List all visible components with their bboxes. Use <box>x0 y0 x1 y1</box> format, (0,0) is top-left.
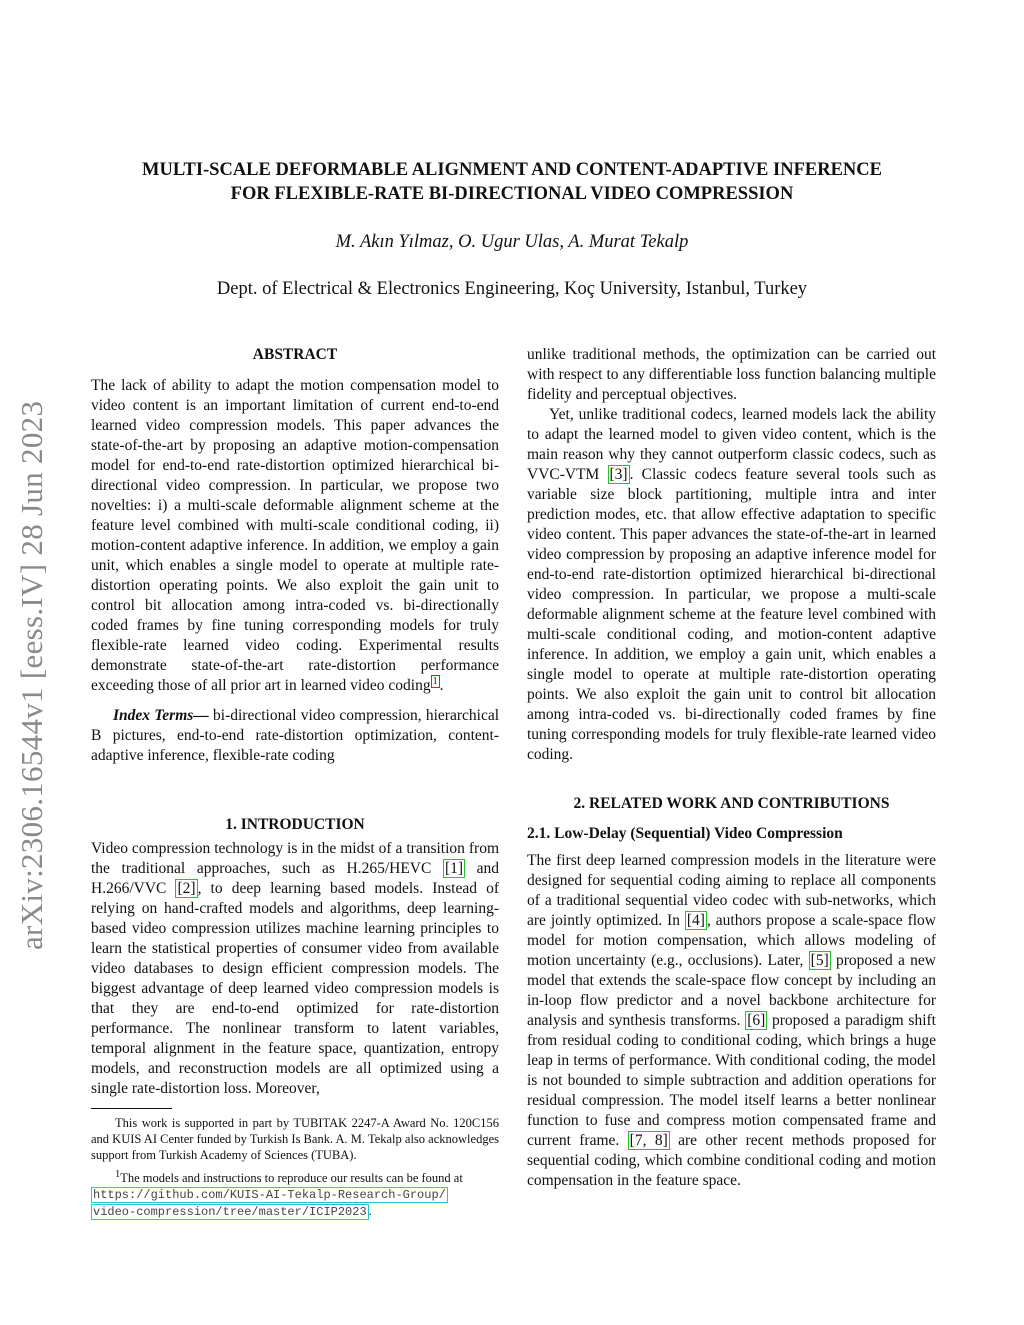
rw-text-4: proposed a paradigm shift from residual coding to conditional coding, which brings a huge leap in terms of performance. With conditional coding, the model is not bounded to simple subtraction and addition operations for residual compression. The model itself learns a better nonlinear function to fuse and compress motion compensated frame and current frame. <box>527 1012 936 1149</box>
citation-5[interactable]: [5] <box>810 952 829 969</box>
intro-text-2: and H.266/VVC <box>91 860 499 897</box>
citation-7-8[interactable]: [7, 8] <box>629 1132 668 1149</box>
index-terms <box>91 706 499 766</box>
footnote-code-text: The models and instructions to reproduce our results can be found at <box>120 1171 463 1186</box>
paper-title <box>0 158 1024 206</box>
footnote-support: This work is supported in part by TUBITAK 2247-A Award No. 120C156 and KUIS AI Center funded by Turkish Is Bank. A. M. Tekalp also acknowledges support from Turkish Academy of Sciences (TUBA). <box>91 1116 499 1162</box>
citation-6[interactable]: [6] <box>747 1012 766 1029</box>
rw-text-1: The first deep learned compression models in the literature were designed for sequential coding aiming to replace all components of a traditional sequential video codec with sub-networks, which are jointly optimized. In <box>527 852 936 929</box>
related-work-paragraph <box>527 851 936 1191</box>
footnote-code <box>91 1167 499 1186</box>
intro-text-3: , to deep learning based models. Instead of relying on hand-crafted models and algorithms, deep learning-based video compression utilizes machine learning principles to learn the statistical properties of consumer video from available video databases to design efficient compression models. The biggest advantage of deep learned video compression models is that they are end-to-end optimized for rate-distortion performance. The nonlinear transform to latent variables, temporal alignment in the feature space, quantization, entropy models, and reconstruction models are all optimized using a single rate-distortion loss. Moreover, <box>91 880 499 1097</box>
footnote-url-line-2 <box>91 1203 499 1220</box>
left-column <box>91 345 499 766</box>
abstract-body <box>91 376 499 696</box>
rw-text-3: proposed a new model that extends the scale-space flow concept by including an in-loop flow predictor and a novel backbone architecture for analysis and synthesis transforms. <box>527 952 936 1029</box>
right-column <box>527 345 936 765</box>
index-terms-label: Index Terms— <box>113 707 209 724</box>
rw-text-5: are other recent methods proposed for sequential coding, which combine conditional coding and motion compensation in the feature space. <box>527 1132 937 1189</box>
citation-3[interactable]: [3] <box>609 466 628 483</box>
footnote-link-1[interactable]: 1 <box>432 675 438 687</box>
authors: M. Akın Yılmaz, O. Ugur Ulas, A. Murat Tekalp <box>335 232 689 252</box>
index-terms-text: bi-directional video compression, hierarchical B pictures, end-to-end rate-distortion optimization, content-adaptive inference, flexible-rate coding <box>91 707 500 764</box>
arxiv-stamp: arXiv:2306.16544v1 [eess.IV] 28 Jun 2023 <box>14 400 49 950</box>
footnote-mark: 1 <box>115 1169 121 1180</box>
abstract-heading: ABSTRACT <box>252 346 338 363</box>
repo-link-part-1[interactable]: https://github.com/KUIS-AI-Tekalp-Research-Group/ <box>93 1188 446 1203</box>
repo-link-part-2[interactable]: video-compression/tree/master/ICIP2023 <box>93 1205 367 1220</box>
intro-text-1: Video compression technology is in the midst of a transition from the traditional approaches, such as H.265/HEVC <box>91 840 499 877</box>
citation-2[interactable]: [2] <box>177 880 196 897</box>
abstract-text: The lack of ability to adapt the motion compensation model to video content is an important limitation of current end-to-end learned video compression models. This paper advances the state-of-the-art by proposing an adaptive motion-compensation model for end-to-end rate-distortion optimized hierarchical bi-directional video compression. In particular, we propose two novelties: i) a multi-scale deformable alignment scheme at the feature level combined with multi-scale conditional coding, ii) motion-content adaptive inference. In addition, we employ a gain unit, which enables a single model to operate at multiple rate-distortion operating points. We also exploit the gain unit to control bit allocation among intra-coded vs. bi-directionally coded frames by fine tuning corresponding models for truly flexible-rate learned video coding. Experimental results demonstrate state-of-the-art rate-distortion performance exceeding those of all prior art in learned video coding <box>91 377 499 694</box>
footnote-rule <box>91 1108 172 1109</box>
abstract-end: . <box>439 677 444 694</box>
footnote-end: . <box>368 1204 372 1219</box>
intro-section <box>91 815 499 1099</box>
related-work-heading: 2. RELATED WORK AND CONTRIBUTIONS <box>573 795 890 812</box>
subsection-2-1-heading: 2.1. Low-Delay (Sequential) Video Compression <box>527 825 843 842</box>
affiliation: Dept. of Electrical & Electronics Engineering, Koç University, Istanbul, Turkey <box>216 279 808 299</box>
intro-heading: 1. INTRODUCTION <box>225 816 365 833</box>
right-p2-text-a: Yet, unlike traditional codecs, learned models lack the ability to adapt the learned model to given video content, which is the main reason why they cannot outperform classic codecs, such as VVC-VTM <box>527 406 936 483</box>
title-line-2: FOR FLEXIBLE-RATE BI-DIRECTIONAL VIDEO COMPRESSION <box>230 184 794 204</box>
title-line-1: MULTI-SCALE DEFORMABLE ALIGNMENT AND CONTENT-ADAPTIVE INFERENCE <box>142 160 882 180</box>
right-p2-text-b: . Classic codecs feature several tools such as variable size block partitioning, multiple intra and inter prediction modes, etc. that allow effective adaptation to specific video content. This paper advances the state-of-the-art in learned video compression by proposing an adaptive inference model for end-to-end rate-distortion optimized hierarchical bi-directional video compression. In particular, we propose a multi-scale deformable alignment scheme at the feature level combined with multi-scale conditional coding, and motion-content adaptive inference. In addition, we employ a gain unit, which enables a single model to operate at multiple rate-distortion operating points. We also exploit the gain unit to control bit allocation among intra-coded vs. bi-directionally coded frames by fine tuning corresponding models for truly flexible-rate learned video coding. <box>527 466 936 763</box>
related-work-section <box>527 794 936 1191</box>
citation-1[interactable]: [1] <box>444 860 464 877</box>
citation-4[interactable]: [4] <box>686 912 705 929</box>
right-paragraph-2 <box>527 405 936 765</box>
footnotes <box>91 1115 499 1220</box>
rw-text-2: , authors propose a scale-space flow model for motion compensation, which allows modeling of motion uncertainty (e.g., occlusions). Later, <box>527 912 937 969</box>
intro-paragraph <box>91 839 499 1099</box>
right-paragraph-1: unlike traditional methods, the optimization can be carried out with respect to any differentiable loss function balancing multiple fidelity and perceptual objectives. <box>527 346 936 403</box>
footnote-url-line <box>91 1186 499 1203</box>
